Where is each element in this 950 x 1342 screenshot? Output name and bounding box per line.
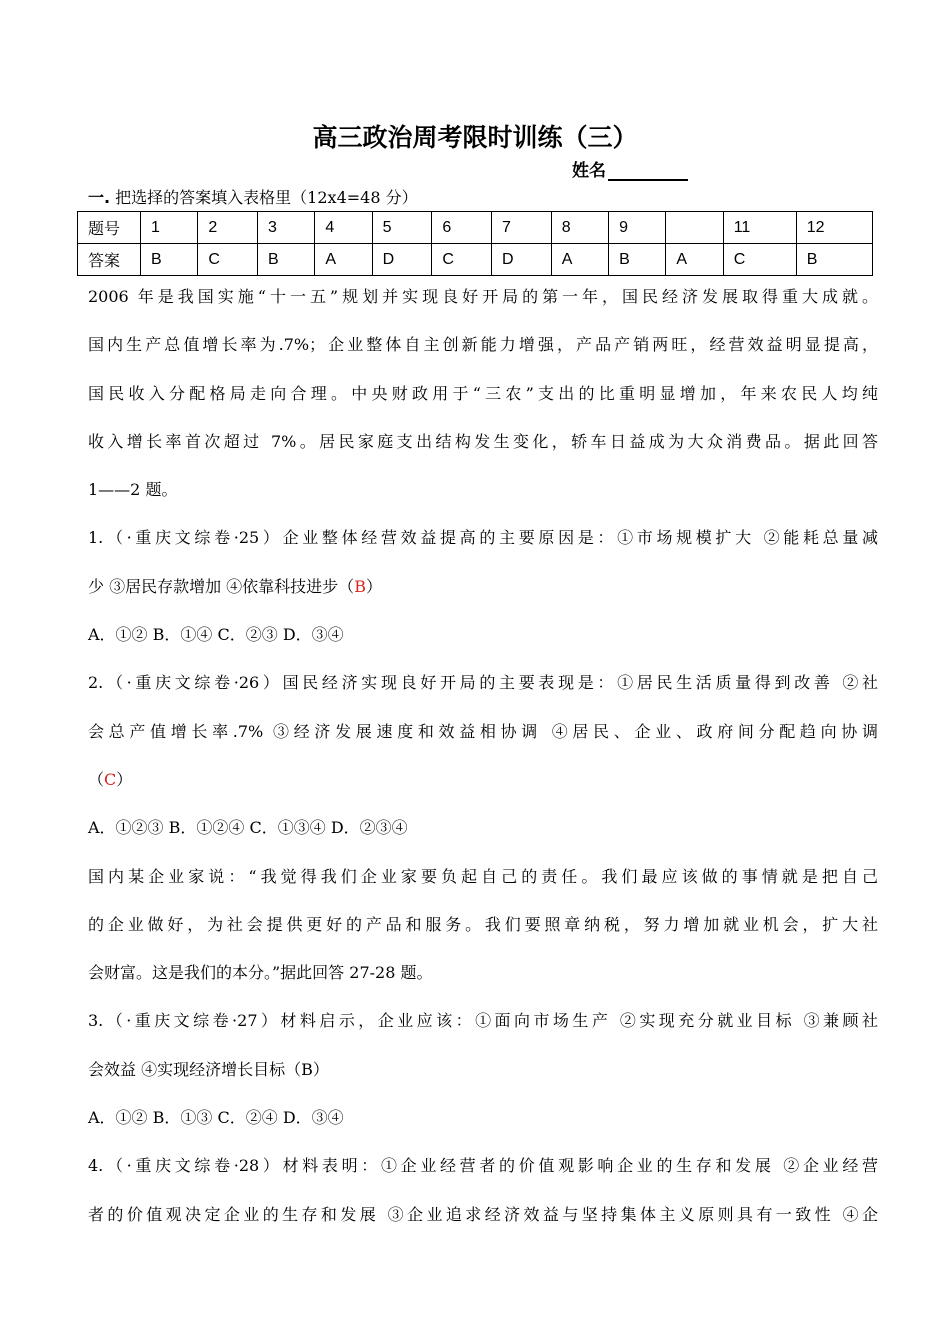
table-row-numbers	[78, 212, 873, 244]
answer-cell: B	[796, 244, 872, 276]
q1-options: A．①② B．①④ C．②③ D．③④	[88, 625, 344, 645]
answer-cell: B	[258, 244, 315, 276]
q2-stem-cont: 会总产值增长率.7% ③经济发展速度和效益相协调 ④居民、企业、政府间分配趋向协调	[88, 721, 878, 741]
q2-stem: 2.（·重庆文综卷·26）国民经济实现良好开局的主要表现是：①居民生活质量得到改善 ②社	[88, 673, 878, 693]
answer-cell: B	[141, 244, 198, 276]
question-number-cell: 11	[723, 212, 796, 244]
answer-cell: A	[666, 244, 723, 276]
answer-cell: A	[315, 244, 372, 276]
q2-options: A．①②③ B．①②④ C．①③④ D．②③④	[88, 818, 408, 838]
name-field	[572, 156, 688, 181]
q1-text-end: ）	[365, 576, 382, 596]
q3-stem-cont: 会效益 ④实现经济增长目标（B）	[88, 1059, 329, 1079]
question-number-cell: 5	[372, 212, 432, 244]
section-number: 一.	[88, 188, 111, 207]
body-text	[88, 273, 878, 1239]
q4-stem-cont: 者的价值观决定企业的生存和发展 ③企业追求经济效益与坚持集体主义原则具有一致性 ④企	[88, 1204, 878, 1224]
q2-paren-open: （	[88, 769, 105, 789]
answer-table	[77, 211, 873, 276]
q4-stem: 4.（·重庆文综卷·28）材料表明：①企业经营者的价值观影响企业的生存和发展 ②企业经营	[88, 1156, 878, 1176]
answer-cell: D	[492, 244, 552, 276]
question-number-cell	[666, 212, 723, 244]
question-number-cell: 6	[432, 212, 492, 244]
question-number-cell: 4	[315, 212, 372, 244]
material1-line: 1——2 题。	[88, 480, 178, 500]
question-number-cell: 12	[796, 212, 872, 244]
answer-cell: C	[198, 244, 258, 276]
table-row-answers	[78, 244, 873, 276]
material1-line: 收入增长率首次超过 7%。居民家庭支出结构发生变化，轿车日益成为大众消费品。据此回答	[88, 431, 878, 451]
material1-line: 2006 年是我国实施“十一五”规划并实现良好开局的第一年，国民经济发展取得重大成就。	[88, 287, 878, 306]
row-label: 题号	[78, 212, 141, 244]
answer-cell: B	[609, 244, 666, 276]
q1-stem: 1.（·重庆文综卷·25）企业整体经营效益提高的主要原因是：①市场规模扩大 ②能耗总量减	[88, 528, 878, 548]
question-number-cell: 8	[551, 212, 608, 244]
q1-answer: B	[354, 576, 366, 596]
question-number-cell: 7	[492, 212, 552, 244]
question-number-cell: 9	[609, 212, 666, 244]
q2-paren-close: ）	[116, 769, 133, 789]
q1-stem-cont	[88, 563, 878, 611]
material2-line: 国内某企业家说：“我觉得我们企业家要负起自己的责任。我们最应该做的事情就是把自己	[88, 866, 878, 886]
material1-line: 国民收入分配格局走向合理。中央财政用于“三农”支出的比重明显增加，年来农民人均纯	[88, 383, 878, 403]
q1-text: 少 ③居民存款增加 ④依靠科技进步（	[88, 576, 355, 596]
q2-answer-line	[88, 756, 878, 804]
material2-line: 会财富。这是我们的本分。”据此回答 27-28 题。	[88, 963, 433, 983]
question-number-cell: 1	[141, 212, 198, 244]
name-label: 姓名	[572, 161, 606, 181]
answer-cell: D	[372, 244, 432, 276]
question-number-cell: 2	[198, 212, 258, 244]
answer-cell: A	[551, 244, 608, 276]
question-number-cell: 3	[258, 212, 315, 244]
answer-cell: C	[723, 244, 796, 276]
answer-cell: C	[432, 244, 492, 276]
material1-line: 国内生产总值增长率为.7%；企业整体自主创新能力增强，产品产销两旺，经营效益明显提高，	[88, 335, 878, 355]
page-title: 高三政治周考限时训练（三）	[312, 123, 638, 152]
row-label: 答案	[78, 244, 141, 276]
q3-stem: 3.（·重庆文综卷·27）材料启示，企业应该：①面向市场生产 ②实现充分就业目标 ③兼顾社	[88, 1011, 878, 1031]
q3-options: A．①② B．①③ C．②④ D．③④	[88, 1108, 344, 1128]
name-blank	[608, 161, 688, 181]
section-instruction: 把选择的答案填入表格里（12x4=48 分）	[110, 188, 418, 207]
q2-answer: C	[104, 769, 117, 789]
material2-line: 的企业做好，为社会提供更好的产品和服务。我们要照章纳税，努力增加就业机会，扩大社	[88, 914, 878, 934]
section-heading	[88, 185, 418, 208]
